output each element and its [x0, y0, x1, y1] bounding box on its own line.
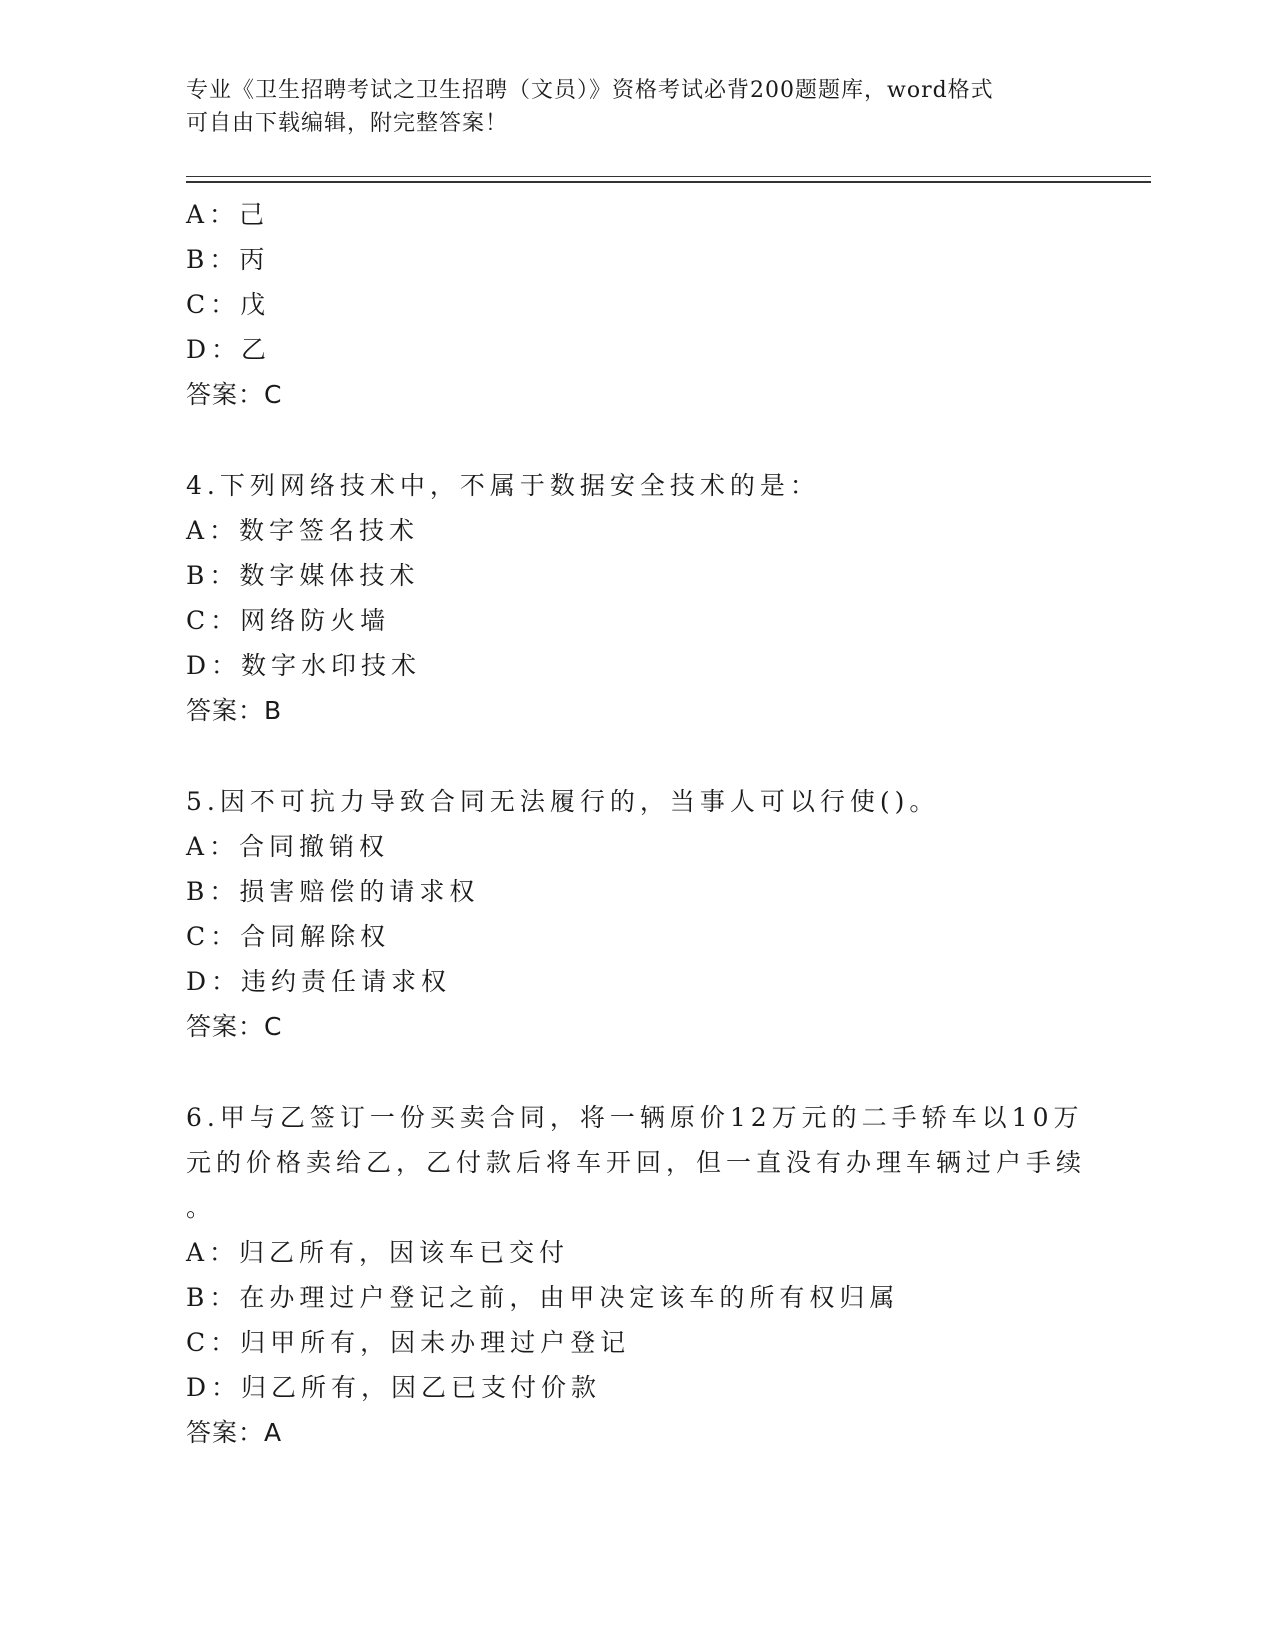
spacer — [186, 417, 1086, 463]
header-divider-thin — [186, 176, 1151, 177]
answer: 答案：C — [186, 1012, 283, 1041]
question-3 — [186, 192, 1086, 417]
question-list — [186, 192, 1086, 1455]
option-b: B：数字媒体技术 — [186, 561, 420, 590]
header-line-1: 专业《卫生招聘考试之卫生招聘（文员）》资格考试必背200题题库，word格式 — [186, 78, 994, 103]
spacer — [186, 1049, 1086, 1095]
document-header — [186, 74, 1086, 140]
question-stem: 5.因不可抗力导致合同无法履行的，当事人可以行使()。 — [186, 787, 940, 816]
answer: 答案：C — [186, 380, 283, 409]
option-b: B：在办理过户登记之前，由甲决定该车的所有权归属 — [186, 1283, 900, 1312]
header-divider-thick — [186, 181, 1151, 183]
question-4 — [186, 463, 1086, 733]
question-stem-line-1: 6.甲与乙签订一份买卖合同，将一辆原价12万元的二手轿车以10万 — [186, 1103, 1084, 1132]
question-stem-line-2: 元的价格卖给乙，乙付款后将车开回，但一直没有办理车辆过户手续 — [186, 1148, 1087, 1177]
option-a: A：合同撤销权 — [186, 832, 390, 861]
option-d: D：违约责任请求权 — [186, 967, 452, 996]
option-c: C：归甲所有，因未办理过户登记 — [186, 1328, 631, 1357]
option-c: C：网络防火墙 — [186, 606, 391, 635]
option-a: A：数字签名技术 — [186, 516, 420, 545]
option-a: A：归乙所有，因该车已交付 — [186, 1238, 570, 1267]
answer: 答案：A — [186, 1418, 283, 1447]
question-stem-line-3: 。 — [186, 1193, 217, 1222]
option-c: C：戊 — [186, 290, 271, 319]
option-d: D：归乙所有，因乙已支付价款 — [186, 1373, 602, 1402]
answer: 答案：B — [186, 696, 283, 725]
question-stem: 4.下列网络技术中，不属于数据安全技术的是： — [186, 471, 820, 500]
option-d: D：乙 — [186, 335, 272, 364]
question-5 — [186, 779, 1086, 1049]
option-d: D：数字水印技术 — [186, 651, 422, 680]
question-6 — [186, 1095, 1086, 1455]
spacer — [186, 733, 1086, 779]
option-c: C：合同解除权 — [186, 922, 391, 951]
option-b: B：丙 — [186, 245, 270, 274]
option-a: A：己 — [186, 200, 270, 229]
header-line-2: 可自由下载编辑，附完整答案！ — [186, 111, 509, 136]
option-b: B：损害赔偿的请求权 — [186, 877, 480, 906]
